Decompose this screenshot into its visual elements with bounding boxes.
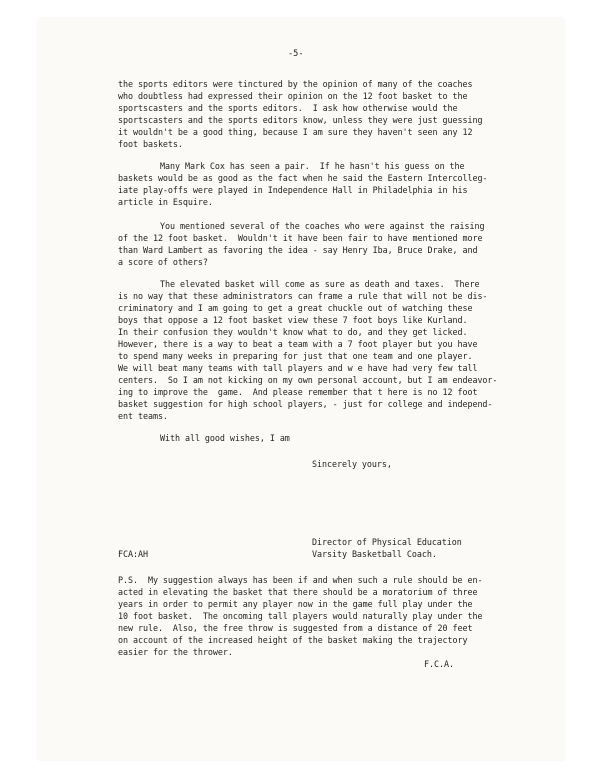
closing-wishes: With all good wishes, I am — [160, 433, 290, 443]
signature-title: Varsity Basketball Coach. — [312, 549, 437, 559]
paragraph-4-line: We will beat many teams with tall players and w e have had very few tall — [118, 363, 478, 373]
paragraph-4-line: to spend many weeks in preparing for just that one team and one player. — [118, 351, 473, 361]
postscript-initials: F.C.A. — [424, 659, 454, 669]
postscript-line: acted in elevating the basket that there should be a moratorium of three — [118, 587, 478, 597]
page-number: -5- — [288, 49, 304, 59]
postscript-line: 10 foot basket. The oncoming tall players would naturally play under the — [118, 611, 483, 621]
paragraph-2-line: baskets would be as good as the fact when he said the Eastern Intercolleg- — [118, 173, 488, 183]
paragraph-4-line: criminatory and I am going to get a great chuckle out of watching these — [118, 303, 473, 313]
paragraph-2-line: Many Mark Cox has seen a pair. If he hasn't his guess on the — [160, 161, 465, 171]
paragraph-4-line: boys that oppose a 12 foot basket view these 7 foot boys like Kurland. — [118, 315, 468, 325]
paragraph-1-line: foot baskets. — [118, 139, 183, 149]
postscript-line: new rule. Also, the free throw is suggested from a distance of 20 feet — [118, 623, 473, 633]
paragraph-4-line: basket suggestion for high school players, - just for college and independ- — [118, 399, 493, 409]
paragraph-4-line: The elevated basket will come as sure as death and taxes. There — [160, 279, 480, 289]
postscript-line: easier for the thrower. — [118, 647, 233, 657]
paragraph-4-line: ent teams. — [118, 411, 168, 421]
signature-title: Director of Physical Education — [312, 537, 462, 547]
reference-initials: FCA:AH — [118, 549, 148, 559]
paragraph-3-line: of the 12 foot basket. Wouldn't it have been fair to have mentioned more — [118, 233, 483, 243]
paragraph-4-line: In their confusion they wouldn't know what to do, and they get licked. — [118, 327, 468, 337]
paragraph-3-line: a score of others? — [118, 257, 208, 267]
paragraph-3-line: than Ward Lambert as favoring the idea - say Henry Iba, Bruce Drake, and — [118, 245, 478, 255]
paragraph-1-line: sportscasters and the sports editors know, unless they were just guessing — [118, 115, 483, 125]
paragraph-4-line: However, there is a way to beat a team with a 7 foot player but you have — [118, 339, 478, 349]
paragraph-4-line: is no way that these administrators can frame a rule that will not be dis- — [118, 291, 488, 301]
paragraph-1-line: the sports editors were tinctured by the opinion of many of the coaches — [118, 79, 473, 89]
paragraph-4-line: centers. So I am not kicking on my own personal account, but I am endeavor- — [118, 375, 498, 385]
postscript-line: P.S. My suggestion always has been if and when such a rule should be en- — [118, 575, 483, 585]
postscript-line: on account of the increased height of the basket making the trajectory — [118, 635, 468, 645]
paragraph-3-line: You mentioned several of the coaches who were against the raising — [160, 221, 485, 231]
paragraph-2-line: article in Esquire. — [118, 197, 213, 207]
paragraph-1-line: who doubtless had expressed their opinion on the 12 foot basket to the — [118, 91, 468, 101]
postscript-line: years in order to permit any player now in the game full play under the — [118, 599, 473, 609]
complimentary-close: Sincerely yours, — [312, 459, 392, 469]
paragraph-2-line: iate play-offs were played in Independence Hall in Philadelphia in his — [118, 185, 468, 195]
paragraph-1-line: sportscasters and the sports editors. I ask how otherwise would the — [118, 103, 458, 113]
paragraph-4-line: ing to improve the game. And please remember that t here is no 12 foot — [118, 387, 478, 397]
paragraph-1-line: it wouldn't be a good thing, because I am sure they haven't seen any 12 — [118, 127, 473, 137]
